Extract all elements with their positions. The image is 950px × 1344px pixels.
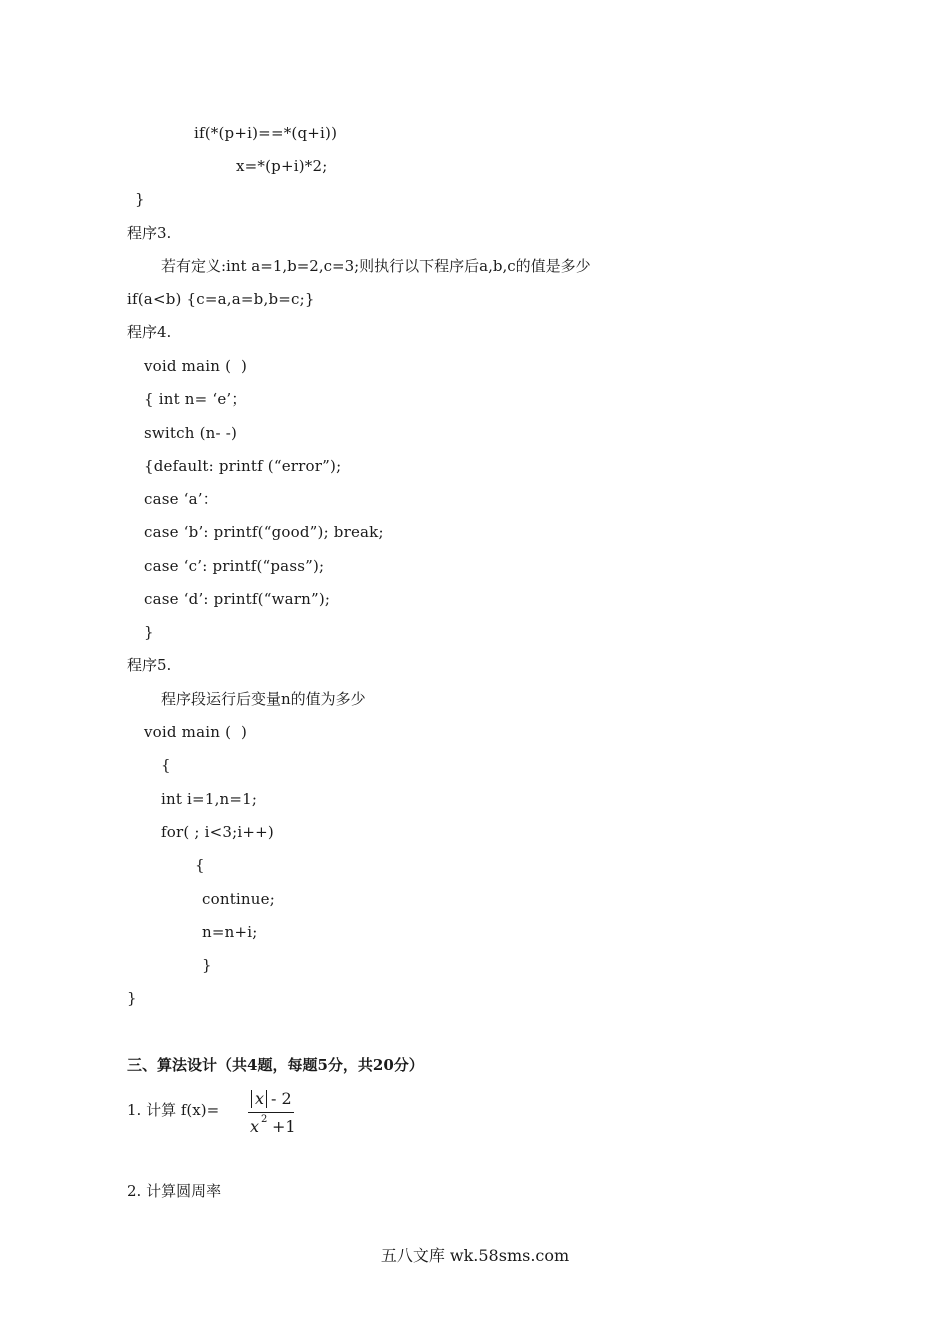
code-line: }: [144, 623, 154, 641]
code-line: { int n= ‘e’；: [144, 390, 247, 408]
code-line: {default: printf (“error”);: [144, 457, 342, 475]
code-line: void main ( ): [144, 723, 248, 741]
section-heading: 三、算法设计（共4题，每题5分，共20分）: [127, 1056, 424, 1074]
program-3-question: 若有定义:int a=1,b=2,c=3;则执行以下程序后a,b,c的值是多少: [161, 257, 591, 275]
denominator-exponent: 2: [261, 1114, 268, 1125]
program-3-label: 程序3.: [127, 224, 172, 242]
code-line: case ‘d’: printf(“warn”);: [144, 590, 331, 608]
code-line: x=*(p+i)*2;: [236, 157, 328, 175]
program-4-label: 程序4.: [127, 323, 172, 341]
question-1-label: 1. 计算 f(x)=: [127, 1101, 220, 1119]
code-line: case ‘c’: printf(“pass”);: [144, 557, 325, 575]
fraction-bar: [248, 1112, 294, 1113]
abs-bar-right: [266, 1090, 267, 1108]
denominator-constant: +1: [272, 1117, 296, 1136]
code-line: if(*(p+i)==*(q+i)): [194, 124, 338, 142]
abs-bar-left: [251, 1090, 252, 1108]
code-line: }: [127, 989, 137, 1007]
code-line: void main ( ): [144, 357, 248, 375]
footer-watermark: 五八文库 wk.58sms.com: [380, 1246, 570, 1265]
code-line: }: [202, 956, 212, 974]
code-line: case ‘b’: printf(“good”); break;: [144, 523, 384, 541]
code-line: {: [161, 756, 171, 774]
numerator-constant: - 2: [271, 1089, 292, 1108]
denominator-variable: x: [250, 1117, 260, 1136]
code-line: continue;: [202, 890, 275, 908]
question-2-label: 2. 计算圆周率: [127, 1182, 222, 1200]
code-line: int i=1,n=1;: [161, 790, 258, 808]
code-line: for( ; i<3;i++): [161, 823, 274, 841]
code-line: if(a<b) {c=a,a=b,b=c;}: [127, 290, 315, 308]
code-line: }: [135, 190, 145, 208]
program-5-question: 程序段运行后变量n的值为多少: [161, 690, 366, 708]
code-line: case ‘a’：: [144, 490, 218, 508]
numerator-variable: x: [255, 1089, 265, 1108]
code-line: {: [195, 856, 205, 874]
code-line: n=n+i;: [202, 923, 258, 941]
fraction-formula: [244, 1088, 304, 1140]
program-5-label: 程序5.: [127, 656, 172, 674]
code-line: switch (n- -): [144, 424, 238, 442]
